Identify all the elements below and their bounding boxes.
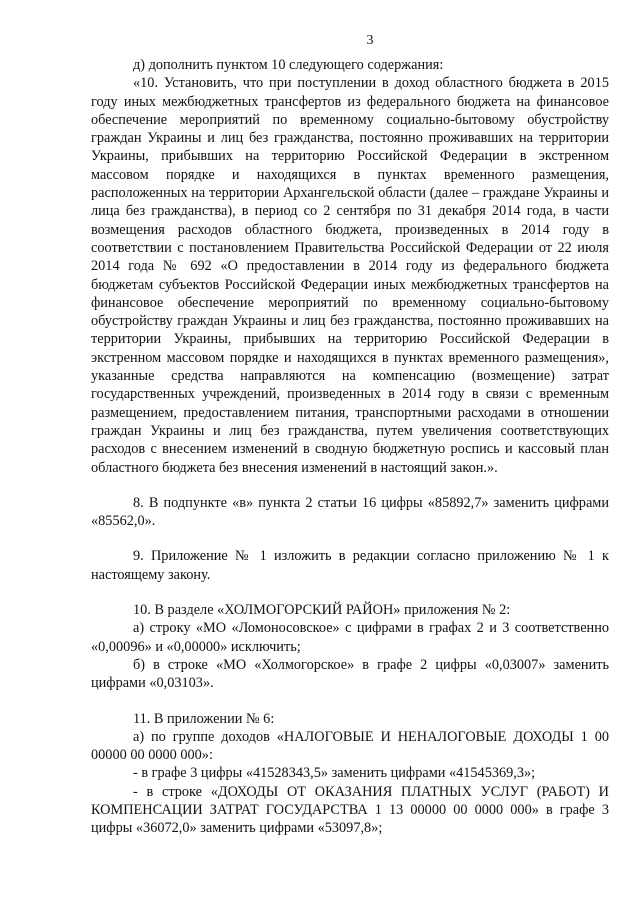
page-number: 3 <box>366 33 374 48</box>
paragraph-item-10-b: б) в строке «МО «Холмогорское» в графе 2 цифры «0,03007» заменить цифрами «0,03103». <box>91 656 609 692</box>
paragraph-item-10-a: а) строку «МО «Ломоносовское» с цифрами в графах 2 и 3 соответственно «0,00096» и «0,00000» исключить; <box>91 620 609 655</box>
paragraph-item-9: 9. Приложение № 1 изложить в редакции согласно приложению № 1 к настоящему закону. <box>91 548 609 583</box>
paragraph-point-10: «10. Установить, что при поступлении в доход областного бюджета в 2015 году иных межбюджетных трансфертов из федерального бюджета на финансовое обеспечение мероприятий по временному социально-бытовому обустройству граждан Украины и лиц без гражданства, постоянно проживавших на территории Украины, прибывших на территорию Российской Федерации в экстренном массовом порядке и находящихся в пунктах временного размещения, расположенных на территории Архангельской области (далее – граждане Украины и лица без гражданства), в период со 2 сентября по 31 декабря 2014 года, в части возмещения расходов областного бюджета, произведенных в 2014 году в соответствии с постановлением Правительства Российской Федерации от 22 июля 2014 года № 692 «О предоставлении в 2014 году из федерального бюджета бюджетам субъектов Российской Федерации иных межбюджетных трансфертов на финансовое обеспечение мероприятий по временному социально-бытовому обустройству граждан Украины и лиц без гражданства, постоянно проживавших на территории Украины, прибывших на территорию Российской Федерации в экстренном массовом порядке и находящихся в пунктах временного размещения», указанные средства направляются на компенсацию (возмещение) затрат государственных учреждений, произведенных в 2014 году в связи с временным размещением, предоставлением питания, транспортными расходами в отношении граждан Украины и лиц без гражданства, путем увеличения соответствующих расходов с внесением изменений в сводную бюджетную роспись и кассовый план областного бюджета без внесения изменений в настоящий закон.». <box>91 75 609 476</box>
paragraph-item-10: 10. В разделе «ХОЛМОГОРСКИЙ РАЙОН» приложения № 2: <box>133 602 511 619</box>
paragraph-amendment-d: д) дополнить пунктом 10 следующего содержания: <box>133 57 444 73</box>
paragraph-item-11-a: а) по группе доходов «НАЛОГОВЫЕ И НЕНАЛОГОВЫЕ ДОХОДЫ 1 00 00000 00 0000 000»: <box>91 728 609 764</box>
paragraph-item-11-a-2: - в строке «ДОХОДЫ ОТ ОКАЗАНИЯ ПЛАТНЫХ УСЛУГ (РАБОТ) И КОМПЕНСАЦИИ ЗАТРАТ ГОСУДАРСТВА 1 13 00000 00 0000 000» в графе 3 цифры «36072,0» заменить цифрами «53097,8»; <box>91 783 609 837</box>
paragraph-item-11-a-1: - в графе 3 цифры «41528343,5» заменить цифрами «41545369,3»; <box>133 765 536 782</box>
paragraph-item-11: 11. В приложении № 6: <box>133 710 275 727</box>
paragraph-item-8: 8. В подпункте «в» пункта 2 статьи 16 цифры «85892,7» заменить цифрами «85562,0». <box>91 494 609 530</box>
